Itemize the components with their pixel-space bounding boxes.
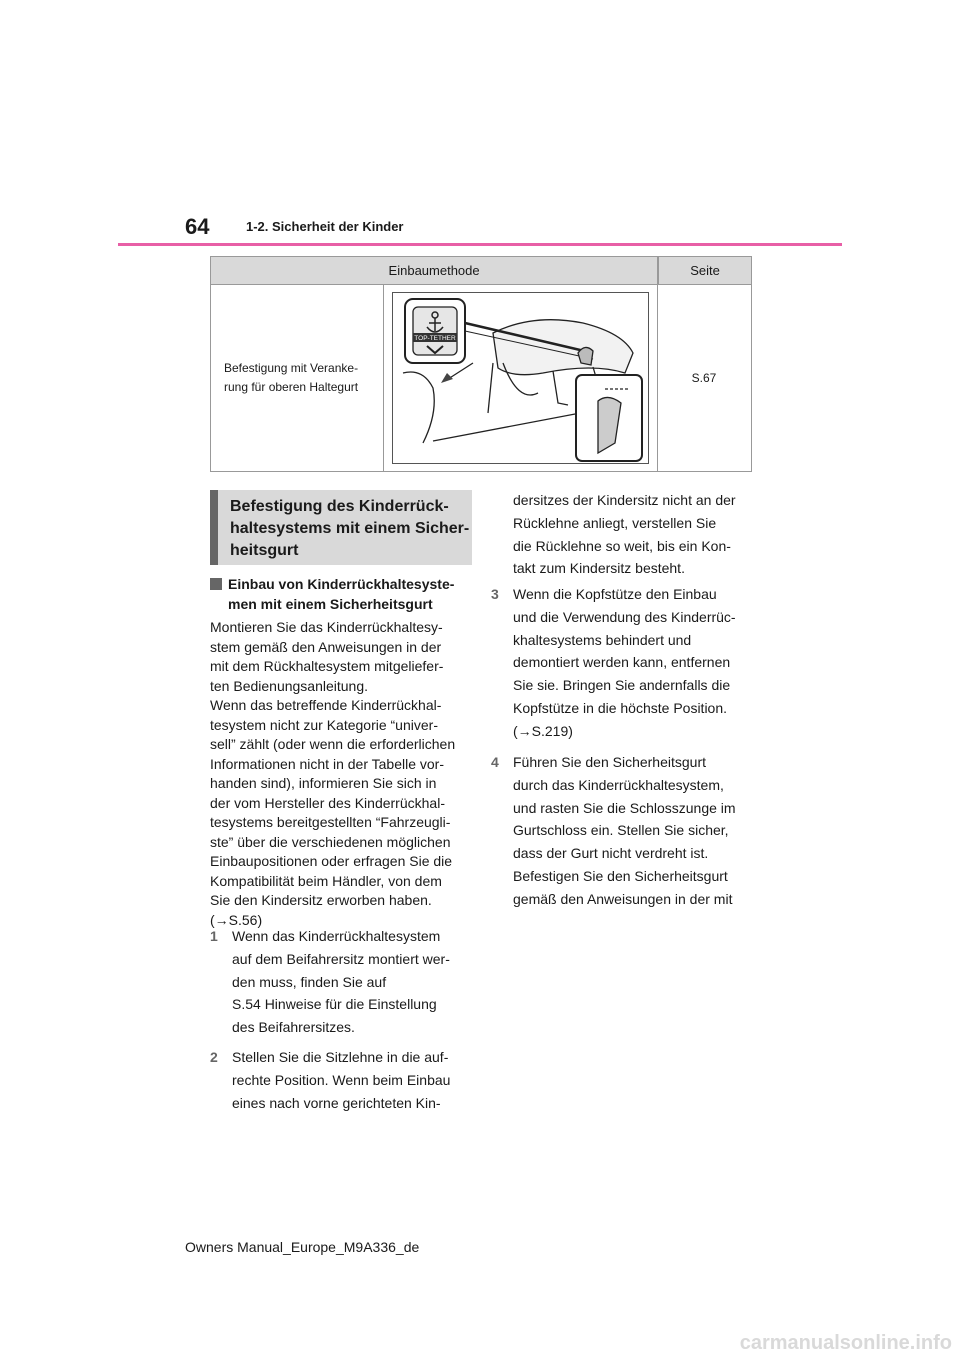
step-number: 2 [210, 1049, 218, 1065]
col-header-page: Seite [658, 257, 751, 284]
header-rule [118, 243, 842, 246]
section-header: 1-2. Sicherheit der Kinder [246, 219, 404, 234]
illustration-cell [384, 285, 658, 471]
step-number: 3 [491, 586, 499, 602]
step-4 [491, 751, 753, 911]
intro-paragraph: Montieren Sie das Kinderrückhaltesy- stem gemäß den Anweisungen in der mit dem Rückhaltesystem mitgeliefer- ten Bedienungsanleitung. Wenn das betreffende Kinderrückhal- tesystem nicht zur Kategorie “univer- sell” zählt (oder wenn die erforderlichen Informationen nicht in der Tabelle vor- handen sind), informieren Sie sich in der vom Hersteller des Kinderrückhal- tesystems bereitgestellten “Fahrzeugli- ste” über die verschiedenen möglichen Einbaupositionen oder erfragen Sie die Kompatibilität beim Händler, von dem Sie den Kindersitz erworben haben. (→S.56) [210, 619, 456, 928]
col-header-method: Einbaumethode [211, 257, 658, 284]
method-cell [211, 285, 384, 471]
install-method-table [210, 256, 752, 472]
step-number: 4 [491, 754, 499, 770]
top-tether-illustration [392, 292, 649, 464]
subheading-text: Einbau von Kinderrückhaltesyste- men mit einem Sicherheitsgurt [228, 576, 455, 612]
square-bullet-icon [210, 578, 222, 590]
top-tether-badge-text: TOP-TETHER [414, 335, 456, 342]
step-text: Stellen Sie die Sitzlehne in die auf- rechte Position. Wenn beim Einbau eines nach vorne gerichteten Kin- [232, 1049, 451, 1111]
step-2 [210, 1046, 472, 1114]
step-3 [491, 583, 753, 743]
step-text: Wenn das Kinderrückhaltesystem auf dem Beifahrersitz montiert wer- den muss, finden Sie auf S.54 Hinweise für die Einstellung des Beifahrersitzes. [232, 928, 450, 1036]
page-footer: Owners Manual_Europe_M9A336_de [185, 1239, 420, 1255]
step-text: Führen Sie den Sicherheitsgurt durch das Kinderrückhaltesystem, und rasten Sie die Schlosszunge im Gurtschloss ein. Stellen Sie sicher, dass der Gurt nicht verdreht ist. Befestigen Sie den Sicherheitsgurt gemäß den Anweisungen in der mit [513, 754, 736, 907]
step-2-continuation: dersitzes der Kindersitz nicht an der Rücklehne anliegt, verstellen Sie die Rücklehne so weit, bis ein Kon- takt zum Kindersitz besteht. [513, 492, 736, 577]
watermark: carmanualsonline.info [739, 1332, 952, 1354]
table-header [211, 257, 751, 285]
page-number: 64 [185, 214, 210, 239]
section-heading-text: Befestigung des Kinderrück- haltesystems mit einem Sicher- heitsgurt [230, 498, 470, 559]
subheading [210, 574, 472, 614]
method-label: Befestigung mit Veranke- rung für oberen Haltegurt [224, 361, 359, 394]
step-number: 1 [210, 928, 218, 944]
step-1 [210, 925, 472, 1039]
table-row [211, 285, 751, 471]
page-cell: S.67 [691, 371, 717, 385]
step-text: Wenn die Kopfstütze den Einbau und die Verwendung des Kinderrüc- khaltesystems behindert und demontiert werden kann, entfernen Sie sie. Bringen Sie andernfalls die Kopfstütze in die höchste Position. (→S.219) [513, 586, 736, 739]
section-heading [210, 490, 472, 565]
